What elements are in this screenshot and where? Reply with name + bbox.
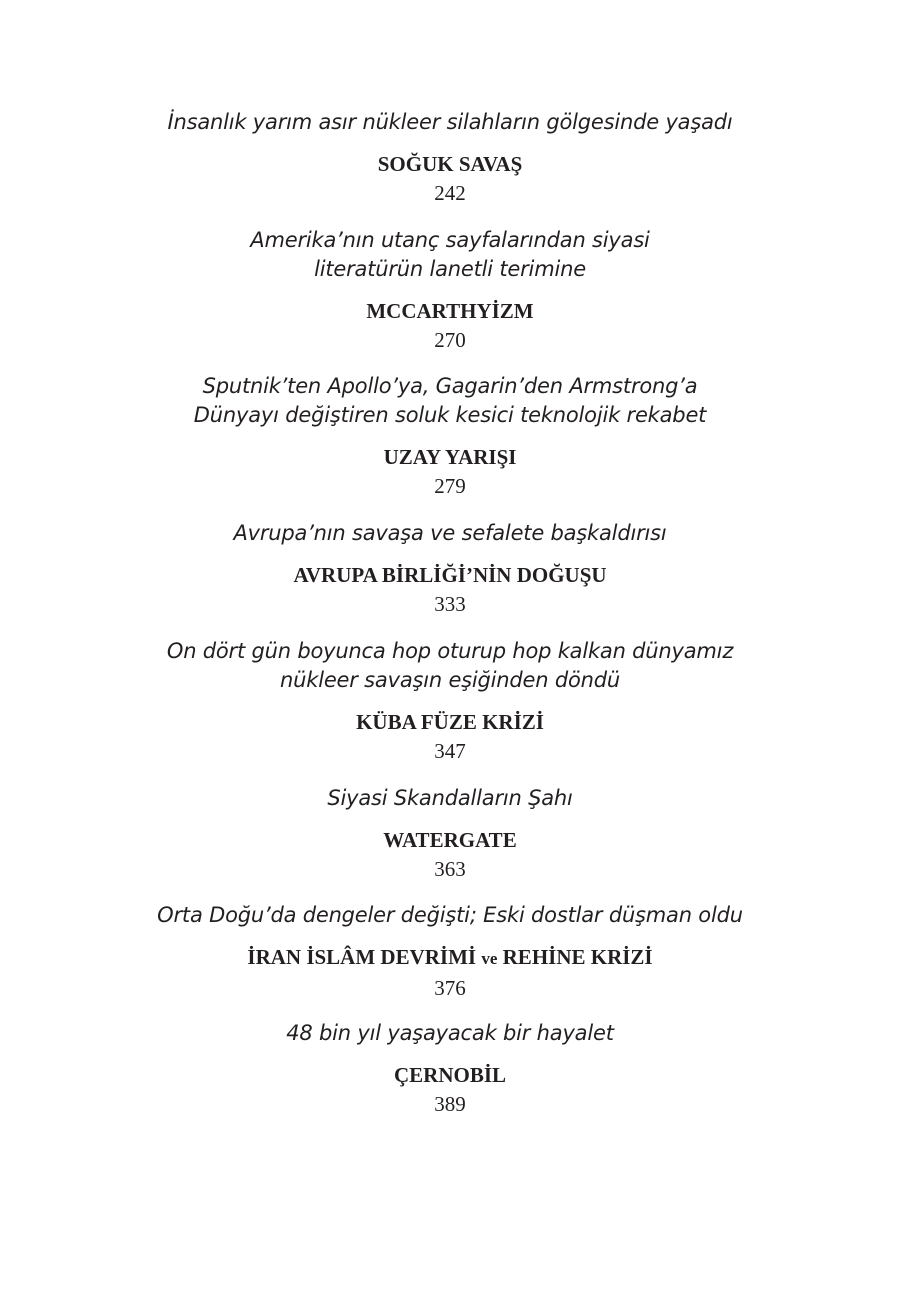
page-number: 279 bbox=[434, 474, 466, 498]
subtitle-line: Siyasi Skandalların Şahı bbox=[327, 786, 573, 810]
entry-title: UZAY YARIŞI bbox=[383, 445, 517, 469]
entry-title: ÇERNOBİL bbox=[393, 1063, 507, 1087]
subtitle-line: Avrupa’nın savaşa ve sefalete başkaldırısı bbox=[233, 521, 667, 545]
subtitle-line: 48 bin yıl yaşayacak bir hayalet bbox=[286, 1021, 614, 1045]
page-number: 363 bbox=[434, 857, 466, 881]
entry-subtitle bbox=[0, 372, 900, 430]
entry-subtitle bbox=[0, 1019, 900, 1048]
page-number: 242 bbox=[434, 181, 466, 205]
page-number: 376 bbox=[434, 976, 466, 1000]
entry-subtitle bbox=[0, 784, 900, 813]
entry-title bbox=[0, 944, 900, 972]
entry-title-part: REHİNE KRİZİ bbox=[502, 945, 653, 969]
entry-title: WATERGATE bbox=[383, 828, 517, 852]
subtitle-line: Dünyayı değiştiren soluk kesici teknolojik rekabet bbox=[193, 403, 707, 427]
subtitle-line: Amerika’nın utanç sayfalarından siyasi bbox=[250, 228, 650, 252]
entry-title-part: İRAN İSLÂM DEVRİMİ bbox=[247, 945, 477, 969]
entry-subtitle bbox=[0, 901, 900, 930]
toc-entry bbox=[0, 1019, 900, 1117]
toc-entry bbox=[0, 637, 900, 764]
entry-subtitle bbox=[0, 108, 900, 137]
subtitle-line: İnsanlık yarım asır nükleer silahların gölgesinde yaşadı bbox=[167, 110, 733, 134]
entry-title: SOĞUK SAVAŞ bbox=[377, 152, 523, 176]
toc-entry bbox=[0, 372, 900, 499]
entry-subtitle bbox=[0, 519, 900, 548]
toc-entry bbox=[0, 901, 900, 1001]
subtitle-line: literatürün lanetli terimine bbox=[314, 257, 586, 281]
entry-subtitle bbox=[0, 226, 900, 284]
entry-subtitle bbox=[0, 637, 900, 695]
entry-title: KÜBA FÜZE KRİZİ bbox=[356, 710, 544, 734]
subtitle-line: Sputnik’ten Apollo’ya, Gagarin’den Armstrong’a bbox=[202, 374, 698, 398]
page-number: 270 bbox=[434, 328, 466, 352]
entry-title-conjunction: ve bbox=[481, 949, 498, 968]
toc-entry bbox=[0, 108, 900, 206]
page-number: 389 bbox=[434, 1092, 466, 1116]
toc-entry bbox=[0, 519, 900, 617]
subtitle-line: Orta Doğu’da dengeler değişti; Eski dostlar düşman oldu bbox=[157, 903, 743, 927]
toc-entry bbox=[0, 784, 900, 882]
page-number: 347 bbox=[434, 739, 466, 763]
toc-entry bbox=[0, 226, 900, 353]
subtitle-line: On dört gün boyunca hop oturup hop kalkan dünyamız bbox=[166, 639, 734, 663]
subtitle-line: nükleer savaşın eşiğinden döndü bbox=[280, 668, 620, 692]
entry-title: MCCARTHYİZM bbox=[366, 299, 534, 323]
entry-title: AVRUPA BİRLİĞİ’NİN DOĞUŞU bbox=[293, 563, 607, 587]
page-number: 333 bbox=[434, 592, 466, 616]
